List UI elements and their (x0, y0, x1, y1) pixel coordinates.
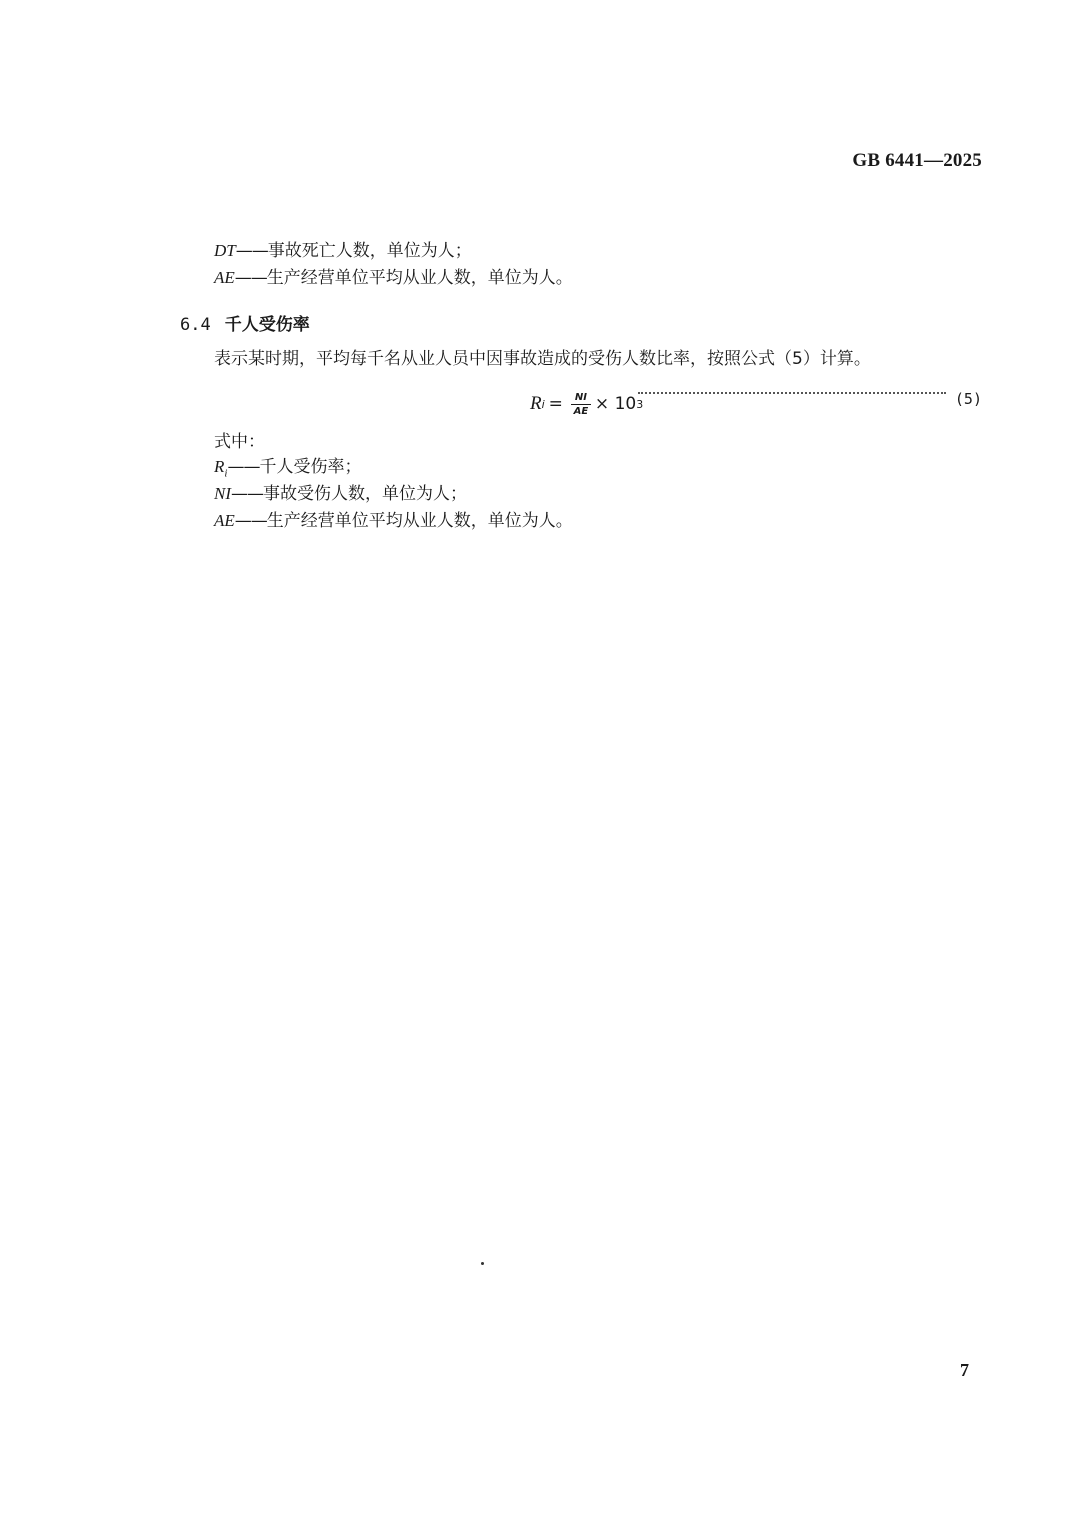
formula-exponent: 3 (636, 397, 644, 411)
section-intro: 表示某时期，平均每千名从业人员中因事故造成的受伤人数比率，按照公式（5）计算。 (214, 349, 871, 369)
definition-text: 事故受伤人数，单位为人； (263, 484, 467, 504)
scan-speck (481, 1262, 484, 1265)
formula-numerator: NI (574, 391, 587, 403)
formula-fraction (571, 392, 591, 417)
definition-symbol: AE (214, 511, 235, 530)
formula-equals: = (548, 394, 563, 414)
definition-dash: —— (227, 457, 260, 477)
definition-dt (214, 240, 472, 262)
definition-dash: —— (235, 241, 268, 261)
formula-row (530, 386, 982, 422)
definition-ni (214, 483, 467, 505)
definition-text: 生产经营单位平均从业人数，单位为人。 (266, 268, 573, 288)
definition-subscript: i (224, 467, 228, 480)
definition-dash: —— (234, 511, 267, 531)
section-title: 千人受伤率 (224, 315, 310, 335)
definition-symbol: DT (214, 241, 236, 260)
formula-lhs: R (530, 393, 542, 414)
definition-text: 千人受伤率； (259, 457, 362, 477)
formula-lhs-subscript: i (541, 397, 545, 411)
page-number: 7 (960, 1360, 969, 1380)
definition-dash: —— (234, 268, 267, 288)
dotted-leader (638, 392, 946, 394)
formula (530, 386, 643, 422)
definition-ae-2 (214, 510, 573, 532)
section-number: 6.4 (180, 315, 211, 335)
definition-dash: —— (231, 484, 263, 504)
definition-ae (214, 267, 573, 289)
fraction-bar (571, 404, 591, 405)
where-label: 式中： (214, 432, 265, 452)
definition-symbol: R (214, 457, 225, 476)
definition-text: 事故死亡人数，单位为人； (267, 241, 472, 261)
section-heading (180, 310, 310, 335)
equation-number: (5) (954, 390, 982, 408)
standard-number: GB 6441—2025 (852, 150, 982, 171)
definition-symbol: AE (214, 268, 235, 287)
definition-symbol: NI (214, 484, 231, 503)
definition-ri (214, 456, 361, 484)
formula-multiplier: × 10 (594, 394, 637, 414)
definition-text: 生产经营单位平均从业人数，单位为人。 (266, 511, 573, 531)
formula-denominator: AE (573, 405, 589, 417)
